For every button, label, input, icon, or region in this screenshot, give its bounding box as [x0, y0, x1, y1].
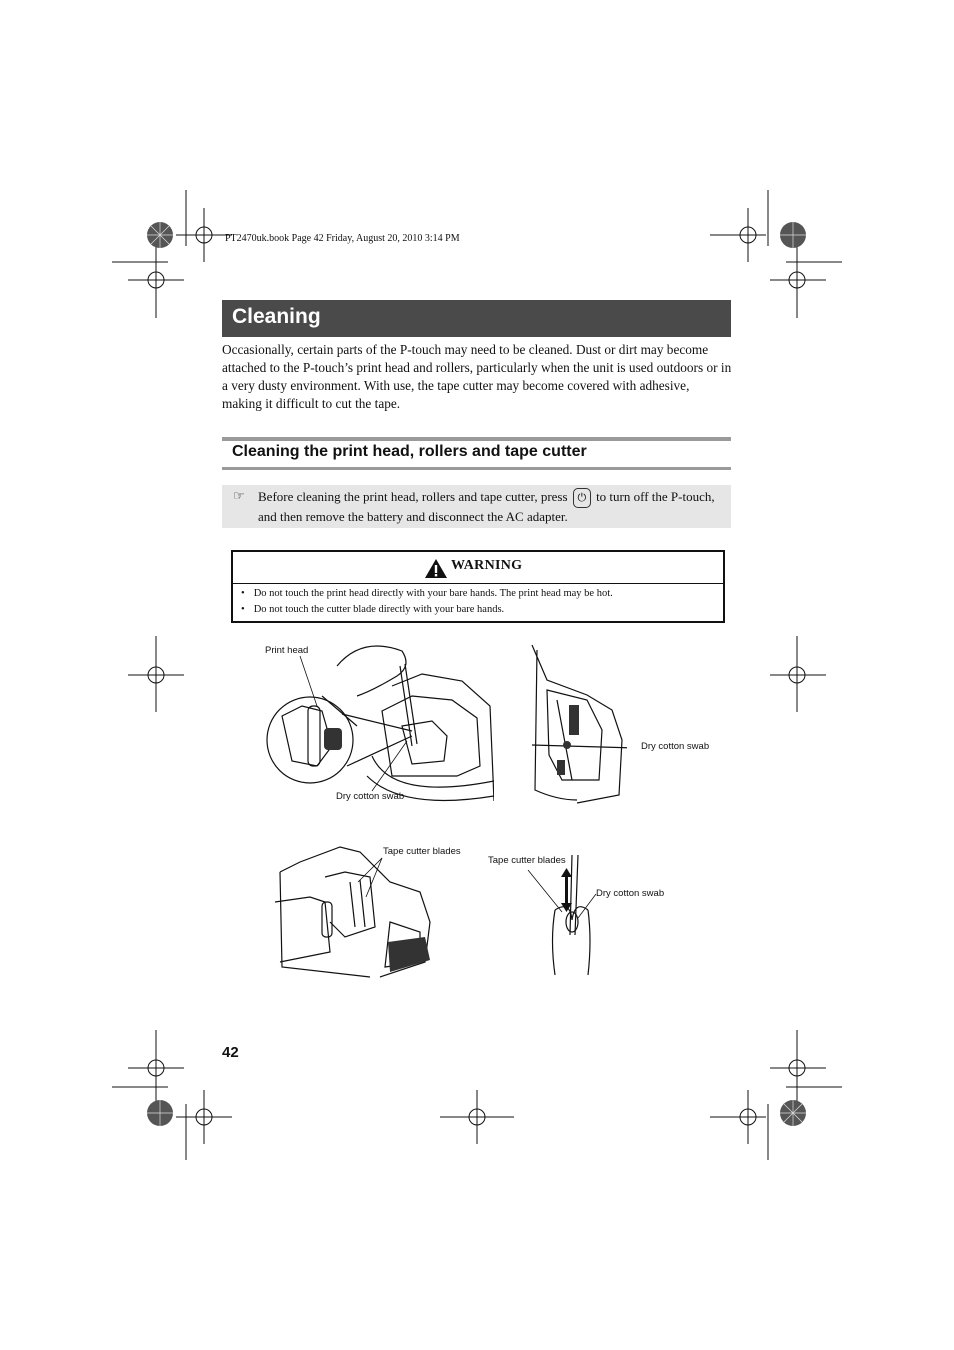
figure-label-swab-2: Dry cotton swab	[641, 741, 710, 752]
page-number: 42	[222, 1044, 239, 1061]
subsection-rule-top	[222, 437, 731, 441]
figure-label-cutter-blades: Tape cutter blades	[383, 846, 461, 857]
warning-title: WARNING	[451, 558, 523, 573]
warning-item: • Do not touch the print head directly with your bare hands. The print head may be hot.	[241, 586, 613, 602]
pointing-hand-icon: ☞	[233, 488, 245, 503]
note-text-after: to turn off the P-touch, and then remove the battery and disconnect the AC adapter.	[258, 489, 715, 525]
warning-item: • Do not touch the cutter blade directly with your bare hands.	[241, 602, 613, 618]
warning-header	[233, 552, 723, 584]
figure-label-print-head: Print head	[265, 645, 309, 656]
subsection-title: Cleaning the print head, rollers and tape cutter	[232, 443, 587, 460]
subsection-rule-bottom	[222, 467, 731, 470]
book-header-line: PT2470uk.book Page 42 Friday, August 20, 2010 3:14 PM	[225, 233, 460, 244]
power-button-icon: ⏻	[573, 488, 591, 508]
intro-paragraph: Occasionally, certain parts of the P-touch may need to be cleaned. Dust or dirt may become attached to the P-touch’s print head and rollers, particularly when the unit is used outdoors or in a very dusty environment. With use, the tape cutter may become covered with adhesive, making it difficult to cut the tape.	[222, 342, 732, 411]
section-title-bar	[222, 300, 731, 337]
figure-label-swab-3: Dry cotton swab	[596, 888, 665, 899]
figure-label-swab: Dry cotton swab	[336, 791, 405, 802]
warning-box	[231, 550, 725, 623]
warning-triangle-icon	[424, 558, 448, 579]
note-text-before: Before cleaning the print head, rollers and tape cutter, press	[258, 489, 568, 504]
print-head-cleaning-illustration	[262, 636, 494, 808]
warning-list	[241, 586, 613, 618]
tape-cutter-illustration	[270, 842, 440, 982]
roller-cleaning-illustration	[527, 640, 627, 805]
section-title: Cleaning	[232, 305, 321, 328]
note-text	[258, 488, 718, 525]
cutter-blade-closeup-illustration	[520, 850, 600, 976]
figure-label-cutter-blades-2: Tape cutter blades	[488, 855, 566, 866]
